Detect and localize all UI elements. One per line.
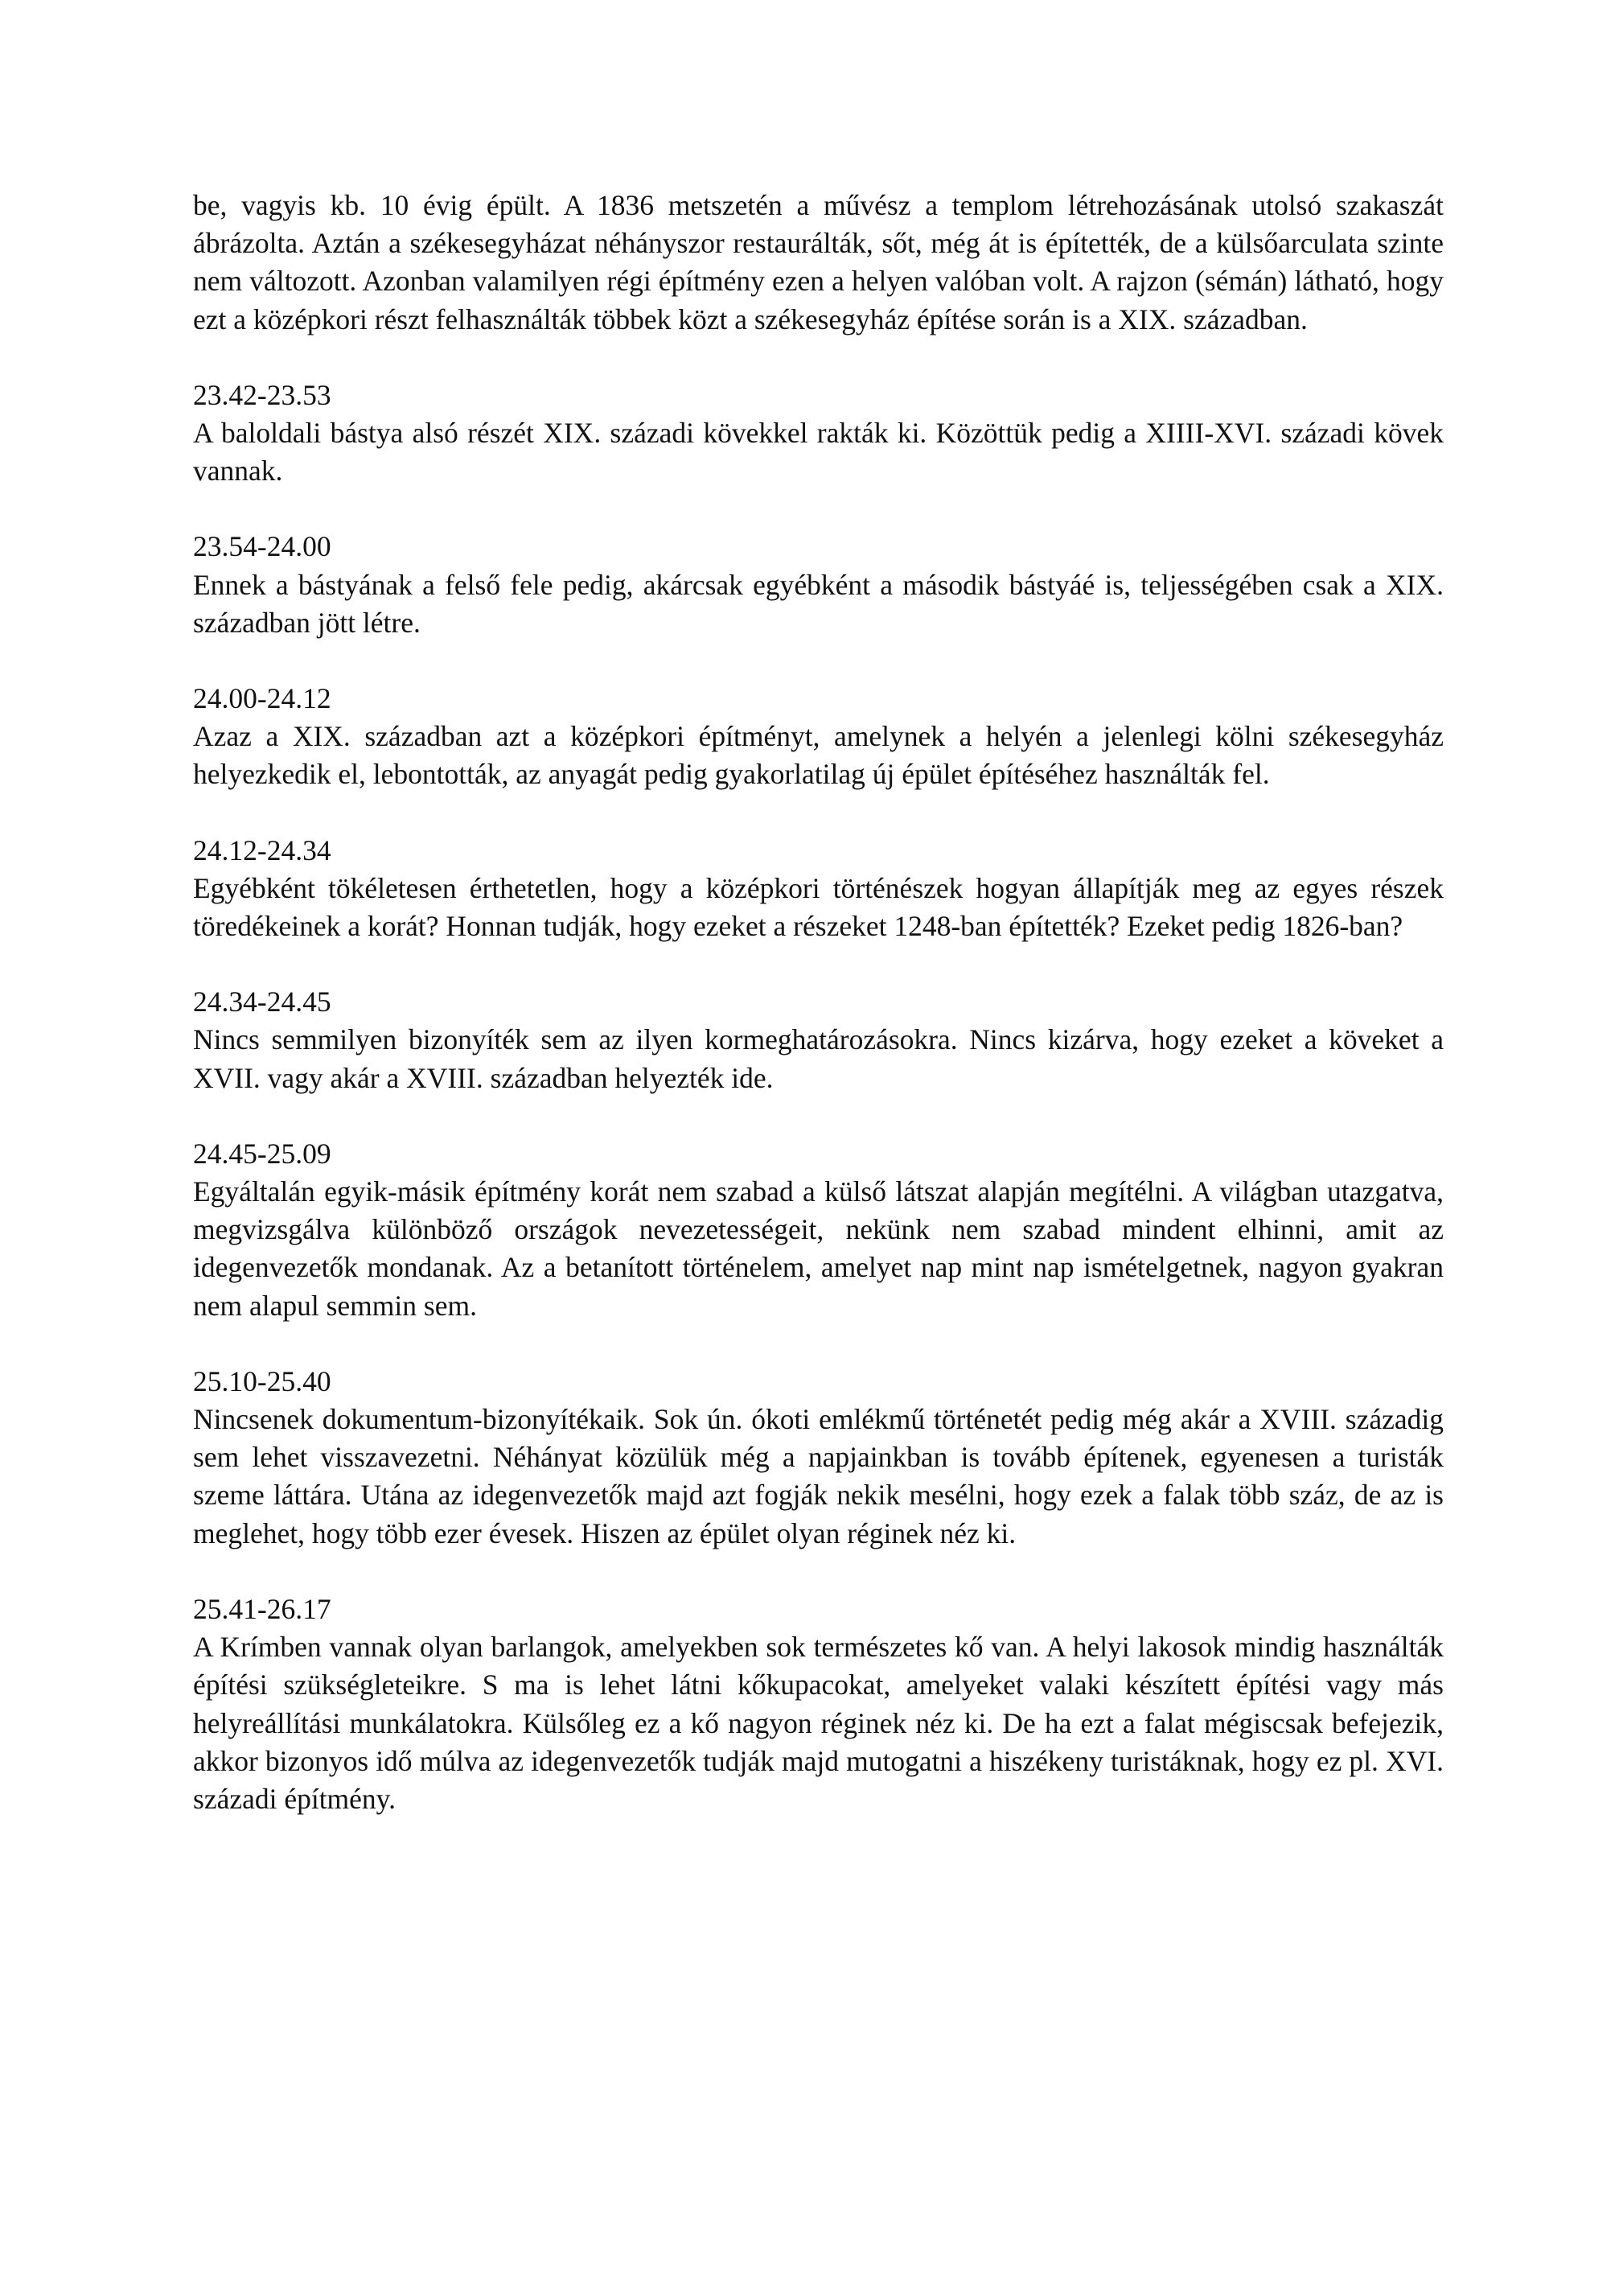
- section-text: Azaz a XIX. században azt a középkori építményt, amelynek a helyén a jelenlegi kölni székesegyház helyezkedik el, lebontották, az anyagát pedig gyakorlatilag új épület építéséhez használták fel.: [193, 720, 1444, 791]
- timestamp: 23.54-24.00: [193, 530, 331, 563]
- section-7: [193, 1363, 1444, 1553]
- timestamp: 24.34-24.45: [193, 985, 331, 1018]
- section-text: A baloldali bástya alsó részét XIX. századi kövekkel rakták ki. Közöttük pedig a XIIII-XVI. századi kövek vannak.: [193, 417, 1444, 488]
- section-2: [193, 528, 1444, 642]
- timestamp: 25.41-26.17: [193, 1592, 331, 1625]
- section-text: A Krímben vannak olyan barlangok, amelyekben sok természetes kő van. A helyi lakosok mindig használták építési szükségleteikre. S ma is lehet látni kőkupacokat, amelyeket valaki készített építési vagy más helyreállítási munkálatokra. Külsőleg ez a kő nagyon réginek néz ki. De ha ezt a falat mégiscsak befejezik, akkor bizonyos idő múlva az idegenvezetők tudják majd mutogatni a hiszékeny turistáknak, hogy ez pl. XVI. századi építmény.: [193, 1631, 1444, 1815]
- section-1: [193, 376, 1444, 491]
- timestamp: 23.42-23.53: [193, 378, 331, 411]
- section-text: Nincsenek dokumentum-bizonyítékaik. Sok ún. ókoti emlékmű történetét pedig még akár a XVIII. századig sem lehet visszavezetni. Néhányat közülük még a napjainkban is tovább építenek, egyenesen a turisták szeme láttára. Utána az idegenvezetők majd azt fogják nekik mesélni, hogy ezek a falak több száz, de az is meglehet, hogy több ezer évesek. Hiszen az épület olyan réginek néz ki.: [193, 1403, 1444, 1549]
- section-text: Egyébként tökéletesen érthetetlen, hogy a középkori történészek hogyan állapítják meg az egyes részek töredékeinek a korát? Honnan tudják, hogy ezeket a részeket 1248-ban építették? Ezeket pedig 1826-ban?: [193, 871, 1444, 943]
- section-8: [193, 1590, 1444, 1818]
- timestamp: 25.10-25.40: [193, 1364, 331, 1397]
- intro-paragraph: be, vagyis kb. 10 évig épült. A 1836 metszetén a művész a templom létrehozásának utolsó szakaszát ábrázolta. Aztán a székesegyházat néhányszor restaurálták, sőt, még át is építették, de a külsőarculata szinte nem változott. Azonban valamilyen régi építmény ezen a helyen valóban volt. A rajzon (sémán) látható, hogy ezt a középkori részt felhasználták többek közt a székesegyház építése során is a XIX. században.: [193, 189, 1444, 335]
- document-page: [193, 187, 1444, 1856]
- section-text: Ennek a bástyának a felső fele pedig, akárcsak egyébként a második bástyáé is, teljességében csak a XIX. században jött létre.: [193, 568, 1444, 639]
- timestamp: 24.45-25.09: [193, 1137, 331, 1170]
- section-5: [193, 983, 1444, 1097]
- section-3: [193, 680, 1444, 794]
- section-4: [193, 832, 1444, 946]
- section-text: Nincs semmilyen bizonyíték sem az ilyen kormeghatározásokra. Nincs kizárva, hogy ezeket a köveket a XVII. vagy akár a XVIII. században helyezték ide.: [193, 1023, 1444, 1094]
- section-text: Egyáltalán egyik-másik építmény korát nem szabad a külső látszat alapján megítélni. A világban utazgatva, megvizsgálva különböző országok nevezetességeit, nekünk nem szabad mindent elhinni, amit az idegenvezetők mondanak. Az a betanított történelem, amelyet nap mint nap ismételgetnek, nagyon gyakran nem alapul semmin sem.: [193, 1175, 1444, 1322]
- timestamp: 24.00-24.12: [193, 682, 331, 715]
- section-6: [193, 1135, 1444, 1325]
- timestamp: 24.12-24.34: [193, 833, 331, 866]
